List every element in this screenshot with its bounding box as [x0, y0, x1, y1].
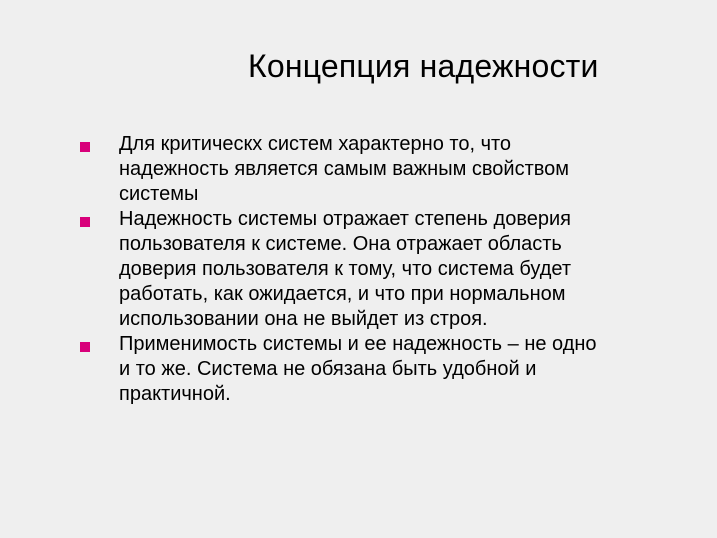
bullet-line: системы	[119, 183, 199, 205]
square-bullet-icon	[80, 142, 90, 152]
bullet-list	[80, 132, 700, 407]
bullet-line: доверия пользователя к тому, что система будет	[119, 258, 571, 280]
square-bullet-icon	[80, 342, 90, 352]
slide-title: Концепция надежности	[248, 48, 599, 84]
bullet-line: Применимость системы и ее надежность – не одно	[119, 333, 597, 355]
bullet-line: Надежность системы отражает степень доверия	[119, 208, 571, 230]
bullet-line: практичной.	[119, 383, 231, 405]
square-bullet-icon	[80, 217, 90, 227]
bullet-line: использовании она не выйдет из строя.	[119, 308, 488, 330]
bullet-item-3	[80, 332, 700, 407]
bullet-item-2	[80, 207, 700, 332]
bullet-line: надежность является самым важным свойством	[119, 158, 570, 180]
bullet-line: Для критическх систем характерно то, что	[119, 133, 512, 155]
bullet-line: работать, как ожидается, и что при нормальном	[119, 283, 566, 305]
bullet-item-1	[80, 132, 700, 207]
bullet-line: пользователя к системе. Она отражает область	[119, 233, 562, 255]
bullet-line: и то же. Система не обязана быть удобной и	[119, 358, 537, 380]
